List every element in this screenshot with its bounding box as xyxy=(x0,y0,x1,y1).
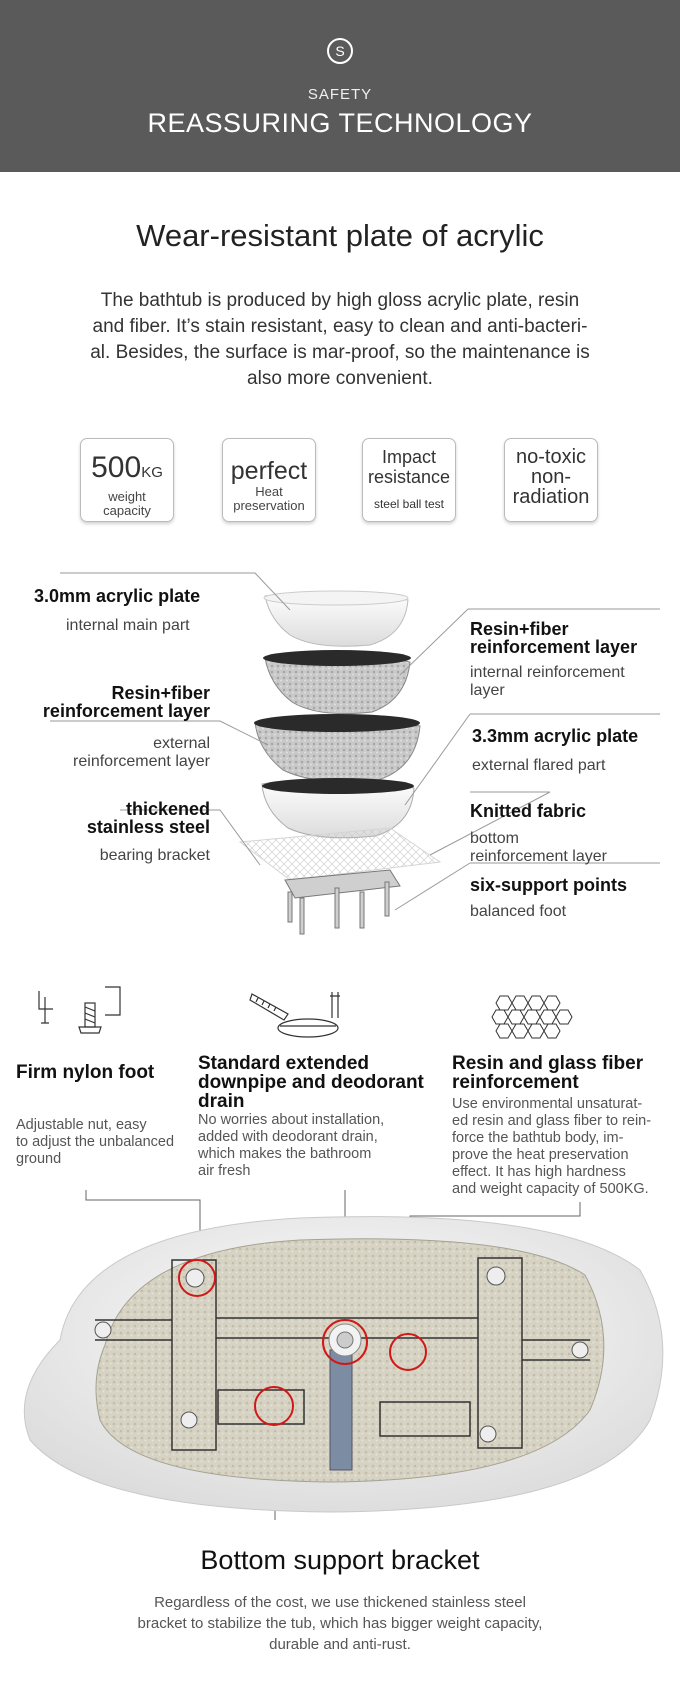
label-steel-title1: thickened xyxy=(125,799,210,819)
feature-resin-desc-line: effect. It has high hardness xyxy=(452,1164,626,1180)
bottom-support-desc xyxy=(60,1592,620,1655)
nylon-foot-icon xyxy=(35,983,130,1038)
feature-drain-desc-line: No worries about installation, xyxy=(198,1112,385,1128)
layer-acrylic-top xyxy=(264,591,408,646)
label-support-sub: balanced foot xyxy=(470,903,567,920)
bottom-desc-line: bracket to stabilize the tub, which has bigger weight capacity, xyxy=(137,1615,543,1632)
feature-drain-title-line: Standard extended xyxy=(198,1053,370,1074)
badge-impact-title2: resistance xyxy=(367,467,451,487)
hexagon-fiber-icon xyxy=(490,990,585,1042)
badge-heat-preservation xyxy=(222,438,316,522)
section-title: Wear-resistant plate of acrylic xyxy=(136,218,544,253)
bottom-desc-line: Regardless of the cost, we use thickened stainless steel xyxy=(154,1594,526,1611)
feature-drain-desc xyxy=(198,1112,384,1180)
badge-weight-line1: weight xyxy=(108,489,146,504)
feature-nylon-desc-line: ground xyxy=(16,1151,62,1167)
feature-nylon-desc-line: to adjust the unbalanced xyxy=(16,1134,175,1150)
drain-icon xyxy=(250,990,360,1042)
intro-line: al. Besides, the surface is mar-proof, so the maintenance is xyxy=(90,342,590,363)
badge-impact-resistance xyxy=(362,438,456,522)
label-fabric-sub2: reinforcement layer xyxy=(470,848,607,865)
badge-weight-unit: KG xyxy=(141,464,163,481)
badge-heat-title: perfect xyxy=(230,457,308,485)
label-acrylic30-sub: internal main part xyxy=(66,617,190,634)
label-resin-internal-title2: reinforcement layer xyxy=(470,637,638,657)
feature-resin-title-line: reinforcement xyxy=(452,1072,579,1093)
badge-weight-capacity xyxy=(80,438,174,522)
feature-resin-title-line: Resin and glass fiber xyxy=(452,1053,644,1074)
feature-drain-title-line: downpipe and deodorant xyxy=(198,1072,424,1093)
feature-nylon-desc-line: Adjustable nut, easy xyxy=(16,1117,147,1133)
label-resin-internal-sub1: internal reinforcement xyxy=(470,664,625,681)
badge-impact-line1: steel ball test xyxy=(373,497,445,511)
feature-resin-desc-line: force the bathtub body, im- xyxy=(452,1130,624,1146)
label-steel-title2: stainless steel xyxy=(86,817,210,837)
intro-text xyxy=(52,288,628,392)
header-kicker: SAFETY xyxy=(307,86,373,103)
feature-resin-desc-line: prove the heat preservation xyxy=(452,1147,629,1163)
feature-drain-desc-line: added with deodorant drain, xyxy=(198,1129,378,1145)
tub-underside-illustration xyxy=(0,1190,680,1540)
label-fabric-sub1: bottom xyxy=(470,830,519,847)
label-support-title: six-support points xyxy=(470,875,627,895)
feature-nylon-title: Firm nylon foot xyxy=(16,1062,155,1083)
feature-resin-title xyxy=(452,1054,643,1092)
label-fabric-title: Knitted fabric xyxy=(470,801,587,821)
label-resin-internal-title1: Resin+fiber xyxy=(470,619,569,639)
label-resin-external-sub1: external xyxy=(153,735,210,752)
feature-resin-desc-line: Use environmental unsaturat- xyxy=(452,1096,643,1112)
label-acrylic33-sub: external flared part xyxy=(472,757,606,774)
layer-steel-bracket xyxy=(285,870,400,934)
label-resin-internal-sub2: layer xyxy=(470,682,505,699)
layer-knitted-fabric xyxy=(240,828,440,880)
layer-resin-internal xyxy=(263,650,411,714)
feature-resin-desc-line: ed resin and glass fiber to rein- xyxy=(452,1113,652,1129)
intro-line: also more convenient. xyxy=(247,368,433,389)
badge-weight-line2: capacity xyxy=(103,503,151,518)
bottom-support-title: Bottom support bracket xyxy=(200,1545,480,1575)
feature-drain-desc-line: air fresh xyxy=(198,1163,251,1179)
badge-heat-line1: Heat xyxy=(255,484,283,499)
label-acrylic30-title: 3.0mm acrylic plate xyxy=(34,586,201,606)
label-resin-external-title1: Resin+fiber xyxy=(111,683,210,703)
intro-line: The bathtub is produced by high gloss acrylic plate, resin xyxy=(100,290,580,311)
badge-heat-line2: preservation xyxy=(233,498,305,513)
intro-line: and fiber. It’s stain resistant, easy to clean and anti-bacteri- xyxy=(92,316,588,337)
feature-nylon-desc xyxy=(16,1117,174,1168)
badge-weight-value: 500 xyxy=(91,451,142,484)
header-title: REASSURING TECHNOLOGY xyxy=(147,108,533,138)
layer-resin-external xyxy=(254,714,420,782)
feature-drain-desc-line: which makes the bathroom xyxy=(198,1146,372,1162)
label-resin-external-sub2: reinforcement layer xyxy=(73,753,210,770)
feature-resin-desc-line: and weight capacity of 500KG. xyxy=(452,1181,649,1197)
badge-impact-title1: Impact xyxy=(381,447,437,467)
feature-drain-title xyxy=(198,1054,424,1111)
badge-toxic-line2: non- xyxy=(530,466,572,488)
bottom-desc-line: durable and anti-rust. xyxy=(269,1636,411,1653)
badge-non-toxic xyxy=(504,438,598,522)
label-resin-external-title2: reinforcement layer xyxy=(42,701,210,721)
feature-drain-title-line: drain xyxy=(198,1091,245,1112)
label-steel-sub: bearing bracket xyxy=(99,847,210,864)
label-acrylic33-title: 3.3mm acrylic plate xyxy=(472,726,639,746)
header-banner xyxy=(0,0,680,172)
badge-toxic-line1: no-toxic xyxy=(515,446,587,468)
safety-icon: S xyxy=(327,38,353,64)
feature-resin-desc xyxy=(452,1096,651,1198)
badge-toxic-line3: radiation xyxy=(512,486,590,508)
